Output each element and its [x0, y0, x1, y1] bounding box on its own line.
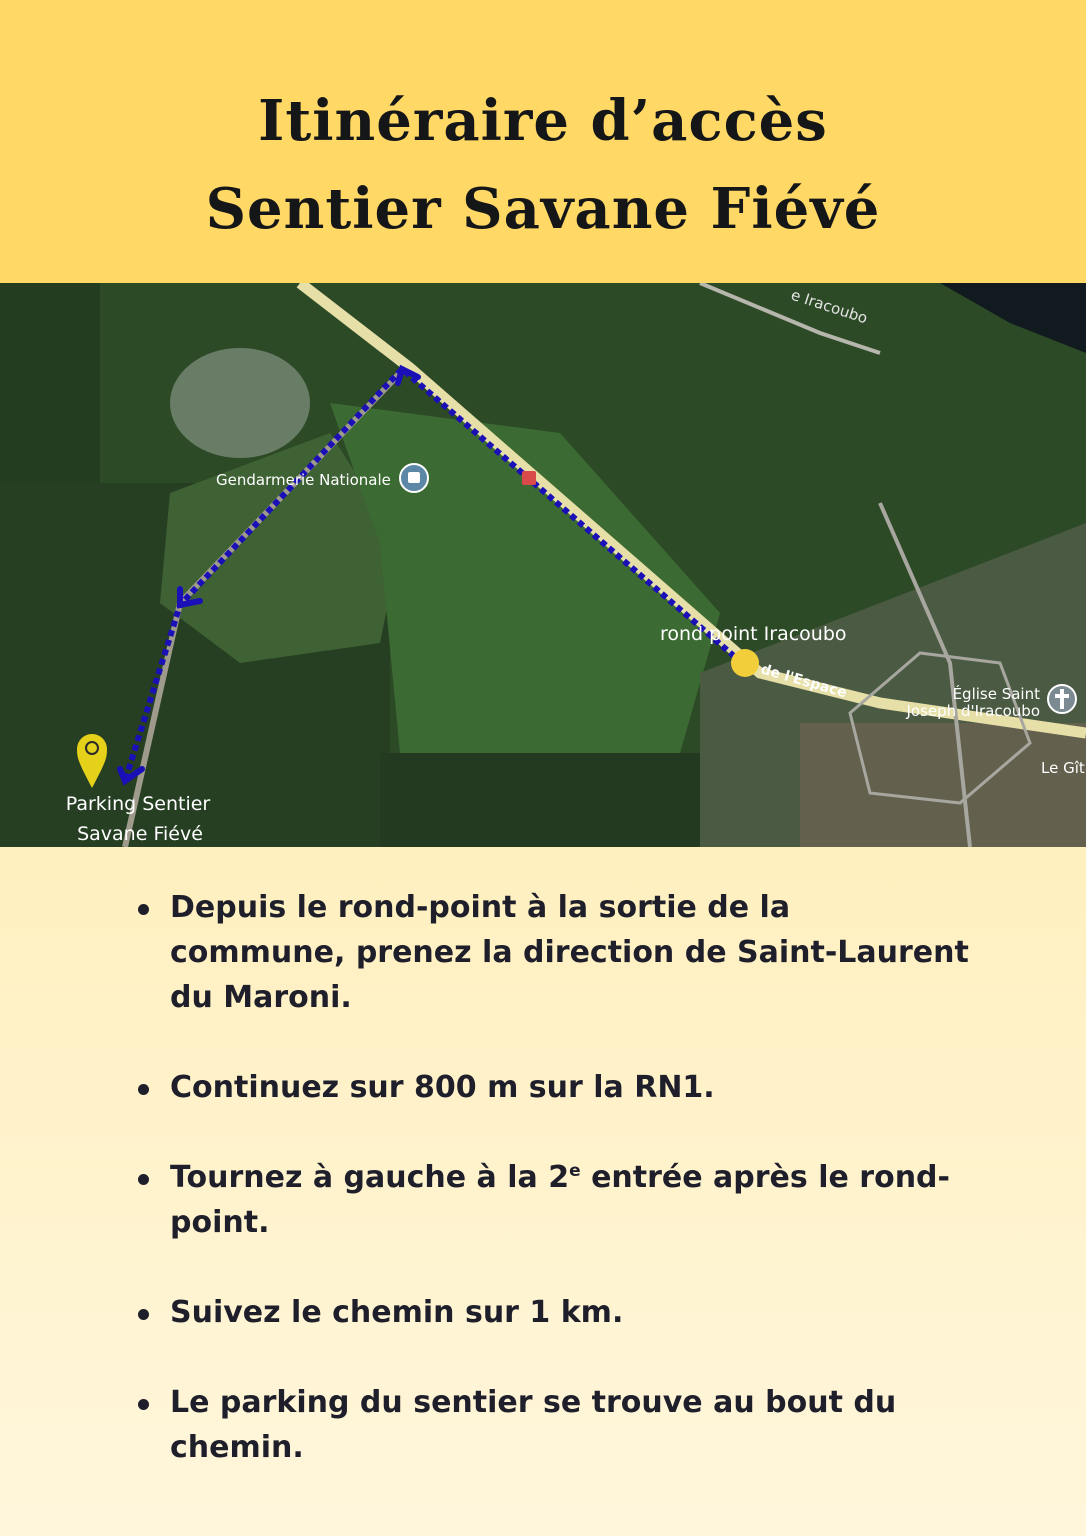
bus-stop-icon[interactable] — [522, 471, 536, 485]
town-block — [800, 723, 1086, 847]
parking-label-line2: Savane Fiévé — [77, 823, 203, 845]
instruction-text: Suivez le chemin sur 1 km. — [170, 1295, 624, 1330]
instruction-item — [130, 1290, 970, 1335]
forest-left — [0, 283, 100, 493]
page-title-line2: Sentier Savane Fiévé — [205, 176, 881, 242]
gendarmerie-label: Gendarmerie Nationale — [216, 471, 391, 489]
ordinal-superscript: e — [569, 1161, 581, 1181]
cloud — [170, 348, 310, 458]
bullet-point — [138, 1399, 149, 1410]
instruction-text — [170, 1160, 950, 1240]
instructions-list — [130, 885, 970, 1515]
forest-bottom — [380, 753, 730, 847]
header-banner — [0, 0, 1086, 283]
instruction-item — [130, 885, 970, 1020]
church-label-line1: Église Saint — [952, 685, 1040, 703]
road-name-label: de l'Espace — [758, 661, 849, 702]
instruction-item — [130, 1380, 970, 1470]
police-icon[interactable] — [400, 464, 428, 492]
instruction-text: Continuez sur 800 m sur la RN1. — [170, 1070, 715, 1105]
road-label-top: e Iracoubo — [788, 285, 870, 328]
church-icon[interactable] — [1048, 685, 1076, 713]
satellite-map[interactable] — [0, 283, 1086, 847]
instruction-item — [130, 1155, 970, 1245]
instruction-text: Depuis le rond-point à la sortie de la commune, prenez la direction de Saint-Laurent du Maroni. — [170, 890, 969, 1015]
bullet-point — [138, 904, 149, 915]
instruction-text-part1: Tournez à gauche à la 2 — [170, 1160, 570, 1195]
roundabout-marker[interactable] — [731, 649, 759, 677]
instruction-text-part2: entrée après le rond-point. — [170, 1160, 950, 1240]
bullet-point — [138, 1084, 149, 1095]
roundabout-label: rond point Iracoubo — [660, 623, 847, 645]
instruction-item — [130, 1065, 970, 1110]
page-title-line1: Itinéraire d’accès — [258, 88, 828, 154]
bullet-point — [138, 1309, 149, 1320]
le-gite-label: Le Gît — [1041, 759, 1085, 777]
parking-label-line1: Parking Sentier — [65, 793, 211, 815]
church-label-line2: Joseph d'Iracoubo — [906, 702, 1040, 720]
bullet-point — [138, 1174, 149, 1185]
instruction-text: Le parking du sentier se trouve au bout du chemin. — [170, 1385, 897, 1465]
